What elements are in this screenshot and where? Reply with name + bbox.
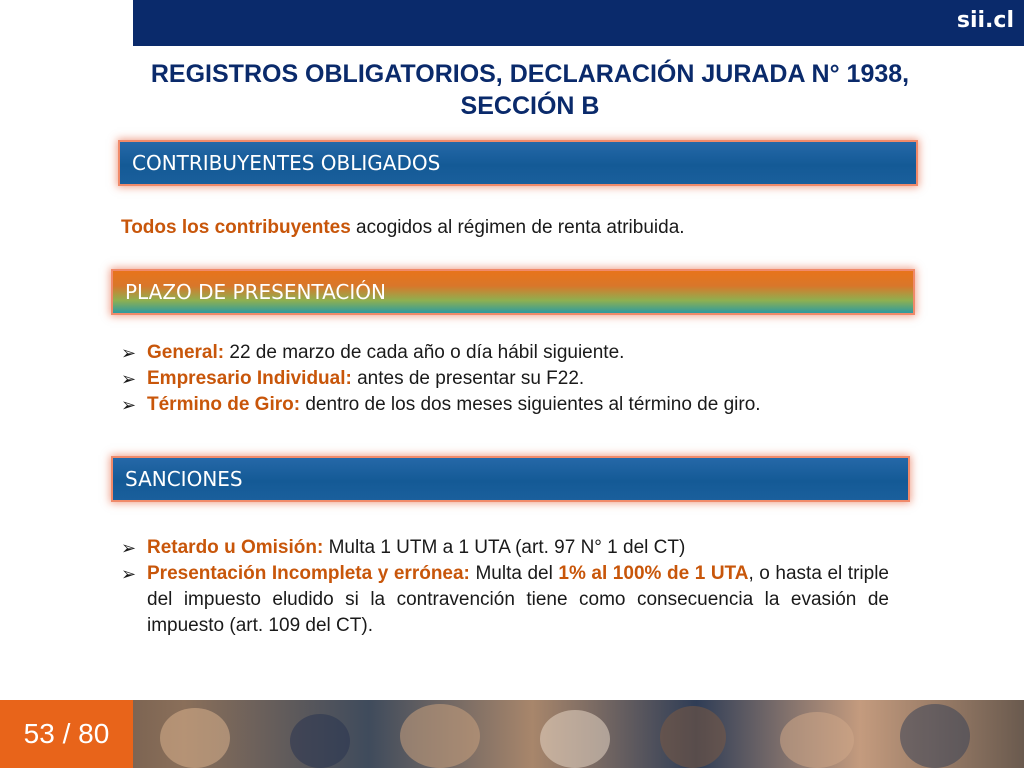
list-item [117, 366, 917, 392]
section-heading-label: PLAZO DE PRESENTACIÓN [125, 280, 386, 304]
title-line-2: SECCIÓN B [460, 92, 600, 120]
item-label: Empresario Individual: [147, 368, 352, 389]
contribuyentes-rest: acogidos al régimen de renta atribuida. [350, 217, 685, 238]
item-text: antes de presentar su F22. [351, 368, 585, 389]
top-bar [133, 0, 1024, 46]
sanciones-list [117, 535, 889, 639]
item-text-before: Multa del [469, 563, 559, 584]
item-label: General: [147, 342, 225, 363]
section-heading-label: SANCIONES [125, 467, 243, 491]
list-item [117, 561, 889, 639]
contribuyentes-text [121, 215, 921, 241]
list-item [117, 535, 889, 561]
item-label: Término de Giro: [147, 394, 301, 415]
contribuyentes-bold: Todos los contribuyentes [121, 217, 351, 238]
plazo-list [117, 340, 917, 418]
section-heading-contribuyentes [120, 142, 916, 184]
page-indicator: 53 / 80 [0, 700, 133, 768]
item-label: Retardo u Omisión: [147, 537, 324, 558]
section-heading-label: CONTRIBUYENTES OBLIGADOS [132, 151, 441, 175]
list-item [117, 392, 917, 418]
slide-title [80, 58, 980, 122]
item-text-after: , o hasta el triple del impuesto eludido si la contravención tiene como consecuencia la evasión de impuesto (art. 109 del CT). [147, 563, 889, 636]
item-label: Presentación Incompleta y errónea: [147, 563, 470, 584]
item-highlight: 1% al 100% de 1 UTA [558, 563, 749, 584]
item-text: dentro de los dos meses siguientes al término de giro. [300, 394, 761, 415]
section-heading-sanciones [113, 458, 908, 500]
brand-logo: sii.cl [956, 8, 1014, 33]
item-text: Multa 1 UTM a 1 UTA (art. 97 N° 1 del CT) [323, 537, 686, 558]
list-item [117, 340, 917, 366]
title-line-1: REGISTROS OBLIGATORIOS, DECLARACIÓN JURADA N° 1938, [150, 60, 910, 88]
section-heading-plazo [113, 271, 913, 313]
item-text: 22 de marzo de cada año o día hábil siguiente. [224, 342, 625, 363]
footer-crowd-image [0, 700, 1024, 768]
